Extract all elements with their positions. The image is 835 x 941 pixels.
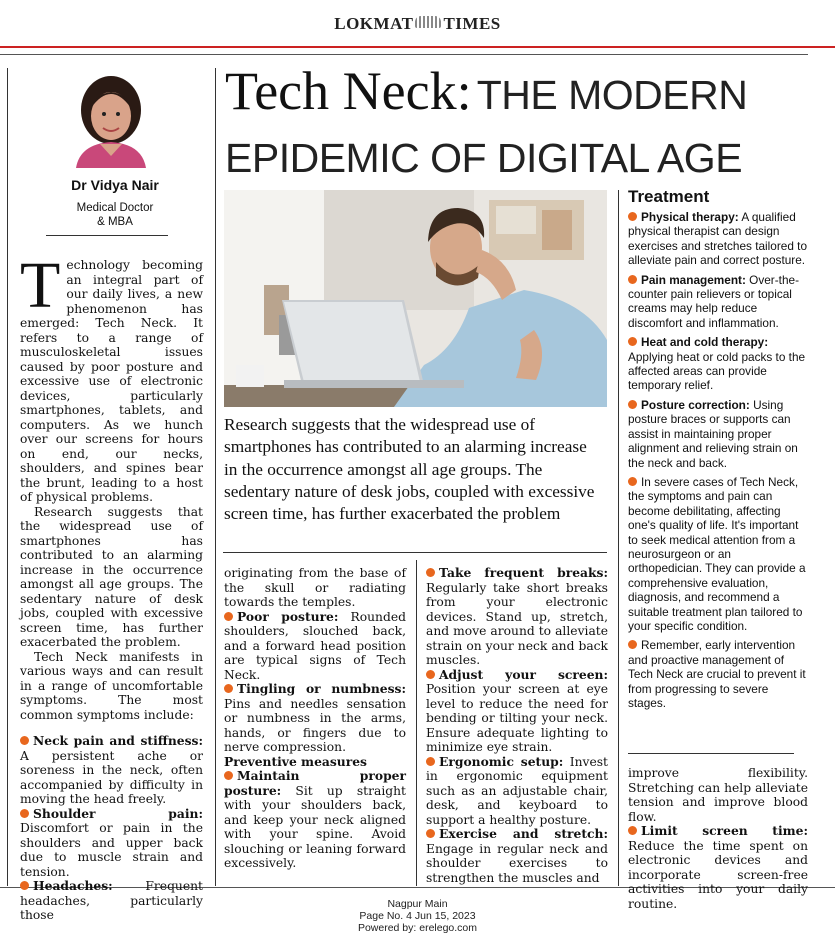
left-border-rule <box>7 68 8 886</box>
list-item: Poor posture: Rounded shoulders, slouched back, and a forward head position are typical signs of Tech Neck. <box>224 608 406 682</box>
list-item: Headaches: Frequent headaches, particularly those <box>20 878 203 922</box>
author-photo <box>72 70 150 168</box>
article-photo <box>224 190 607 407</box>
column-rule-1 <box>215 68 216 886</box>
treatment-title: Treatment <box>628 187 710 206</box>
treatment-end-rule <box>628 753 794 754</box>
column-rule-3 <box>618 190 619 886</box>
article-column-2: originating from the base of the skull or radiating towards the temples. Poor posture: Rounded shoulders, slouched back, and a forward head position are typical signs of Tech Neck. Tingling or numbness: Pins and needles sensation or numbness in the arms, hands, or fingers due to nerve compression. Preventive measures Maintain proper posture: Sit up straight with your shoulders back, and keep your neck aligned with your spine. Avoid slouching or leaning forward excessively. <box>224 566 406 870</box>
bullet-icon <box>628 337 637 346</box>
list-item: Take frequent breaks: Regularly take short breaks from your electronic devices. Stand up, stretch, and move around to alleviate strain on your neck and back muscles. <box>426 565 608 667</box>
author-name: Dr Vidya Nair <box>71 177 159 193</box>
masthead-right: TIMES <box>443 14 501 33</box>
bullet-icon <box>426 670 435 679</box>
footer-page: Page No. 4 Jun 15, 2023 <box>359 910 476 922</box>
list-item: Shoulder pain: Discomfort or pain in the shoulders and upper back due to muscle strain and tension. <box>20 805 203 879</box>
list-item: Remember, early intervention and proactive management of Tech Neck are crucial to prevent it from progressing to severe stages. <box>628 638 806 710</box>
article-column-4: improve flexibility. Stretching can help alleviate tension and improve blood flow. Limit screen time: Reduce the time spent on electronic devices and incorporate screen-free activities into your daily routine. <box>628 766 808 911</box>
bullet-icon <box>426 757 435 766</box>
bullet-icon <box>20 736 29 745</box>
bullet-icon <box>224 612 233 621</box>
bullet-icon <box>224 684 233 693</box>
masthead-logo <box>0 14 835 34</box>
list-item: Physical therapy: A qualified physical therapist can design exercises and stretches tailored to alleviate pain and correct posture. <box>628 210 808 268</box>
bullet-icon <box>426 829 435 838</box>
masthead-left: LOKMAT <box>334 14 414 33</box>
article-column-1: Technology becoming an integral part of our daily lives, a new phenomenon has emerged: Tech Neck. It refers to a range of musculoskeletal issues caused by poor posture and excessive use of electronic devices, particularly smartphones, tablets, and computers. As we hunch over our screens for hours on end, our necks, shoulders, and spines bear the brunt, leading to a host of physical problems. Research suggests that the widespread use of smartphones has contributed to an alarming increase in the occurrence amongst all age groups. The sedentary nature of desk jobs, coupled with excessive screen time, has further exacerbated the problem. Tech Neck manifests in various ways and can result in a range of uncomfortable symptoms. The most common symptoms include: Neck pain and stiffness: A persistent ache or soreness in the neck, often accompanied by difficulty in moving the head freely. Shoulder pain: Discomfort or pain in the shoulders and upper back due to muscle strain and tension. Headaches: Frequent headaches, particularly those <box>20 249 203 922</box>
footer-powered-by: Powered by: erelego.com <box>357 922 478 934</box>
author-rule <box>46 235 168 236</box>
bullet-icon <box>628 400 637 409</box>
masthead-rule <box>0 46 835 48</box>
list-item: Adjust your screen: Position your screen at eye level to reduce the need for bending or tilting your neck. Ensure adequate lighting to minimize eye strain. <box>426 666 608 754</box>
bullet-icon <box>20 809 29 818</box>
masthead-rule-thin <box>0 54 808 55</box>
headline-light-2: EPIDEMIC OF DIGITAL AGE <box>225 135 743 181</box>
pullquote-rule <box>223 552 607 553</box>
list-item: Posture correction: Using posture braces or supports can assist in maintaining proper alignment and relieving strain on the neck and back. <box>628 397 798 470</box>
list-item: Ergonomic setup: Invest in ergonomic equipment such as an adjustable chair, desk, and keyboard to support a healthy posture. <box>426 753 608 827</box>
bullet-icon <box>628 275 637 284</box>
bullet-icon <box>628 212 637 221</box>
bullet-icon <box>628 826 637 835</box>
column-rule-2 <box>416 560 417 886</box>
list-item: Maintain proper posture: Sit up straight with your shoulders back, and keep your neck aligned with your spine. Avoid slouching or leaning forward excessively. <box>224 768 406 870</box>
section-subhead: Preventive measures <box>224 753 367 769</box>
author-title: Medical Doctor & MBA <box>76 202 154 228</box>
bullet-icon <box>224 771 233 780</box>
list-item: Exercise and stretch: Engage in regular neck and shoulder exercises to strengthen the muscles and <box>426 826 608 885</box>
list-item: Neck pain and stiffness: A persistent ache or soreness in the neck, often accompanied by difficulty in moving the head freely. <box>20 733 203 806</box>
emblem-icon <box>415 16 441 28</box>
headline-light-1: THE MODERN <box>476 72 748 118</box>
bullet-icon <box>426 568 435 577</box>
list-item: In severe cases of Tech Neck, the symptoms and pain can become debilitating, affecting one's quality of life. It's important to seek medical attention from a neurosurgeon or an orthopedician. They can provide a comprehensive evaluation, diagnosis, and recommend a suitable treatment plan tailored to your specific condition. <box>628 474 806 633</box>
list-item: Limit screen time: Reduce the time spent on electronic devices and incorporate screen-free activities into your daily routine. <box>628 823 808 911</box>
list-item: Tingling or numbness: Pins and needles sensation or numbness in the arms, hands, or fingers due to nerve compression. <box>224 681 406 754</box>
headline <box>225 61 825 185</box>
treatment-list <box>628 210 808 715</box>
bullet-icon <box>628 640 637 649</box>
list-item: Heat and cold therapy: Applying heat or cold packs to the affected areas can provide temporary relief. <box>628 335 806 393</box>
bullet-icon <box>20 881 29 890</box>
footer-edition: Nagpur Main <box>387 898 448 910</box>
article-column-3 <box>426 566 608 885</box>
pull-quote: Research suggests that the widespread use of smartphones has contributed to an alarming increase in the occurrence amongst all age groups. The sedentary nature of desk jobs, coupled with excessive screen time, has further exacerbated the problem <box>224 415 595 524</box>
drop-cap: T <box>20 249 61 322</box>
list-item: Pain management: Over-the-counter pain relievers or topical creams may help reduce discomfort and inflammation. <box>628 272 799 330</box>
headline-bold: Tech Neck: <box>225 61 472 121</box>
bullet-icon <box>628 477 637 486</box>
